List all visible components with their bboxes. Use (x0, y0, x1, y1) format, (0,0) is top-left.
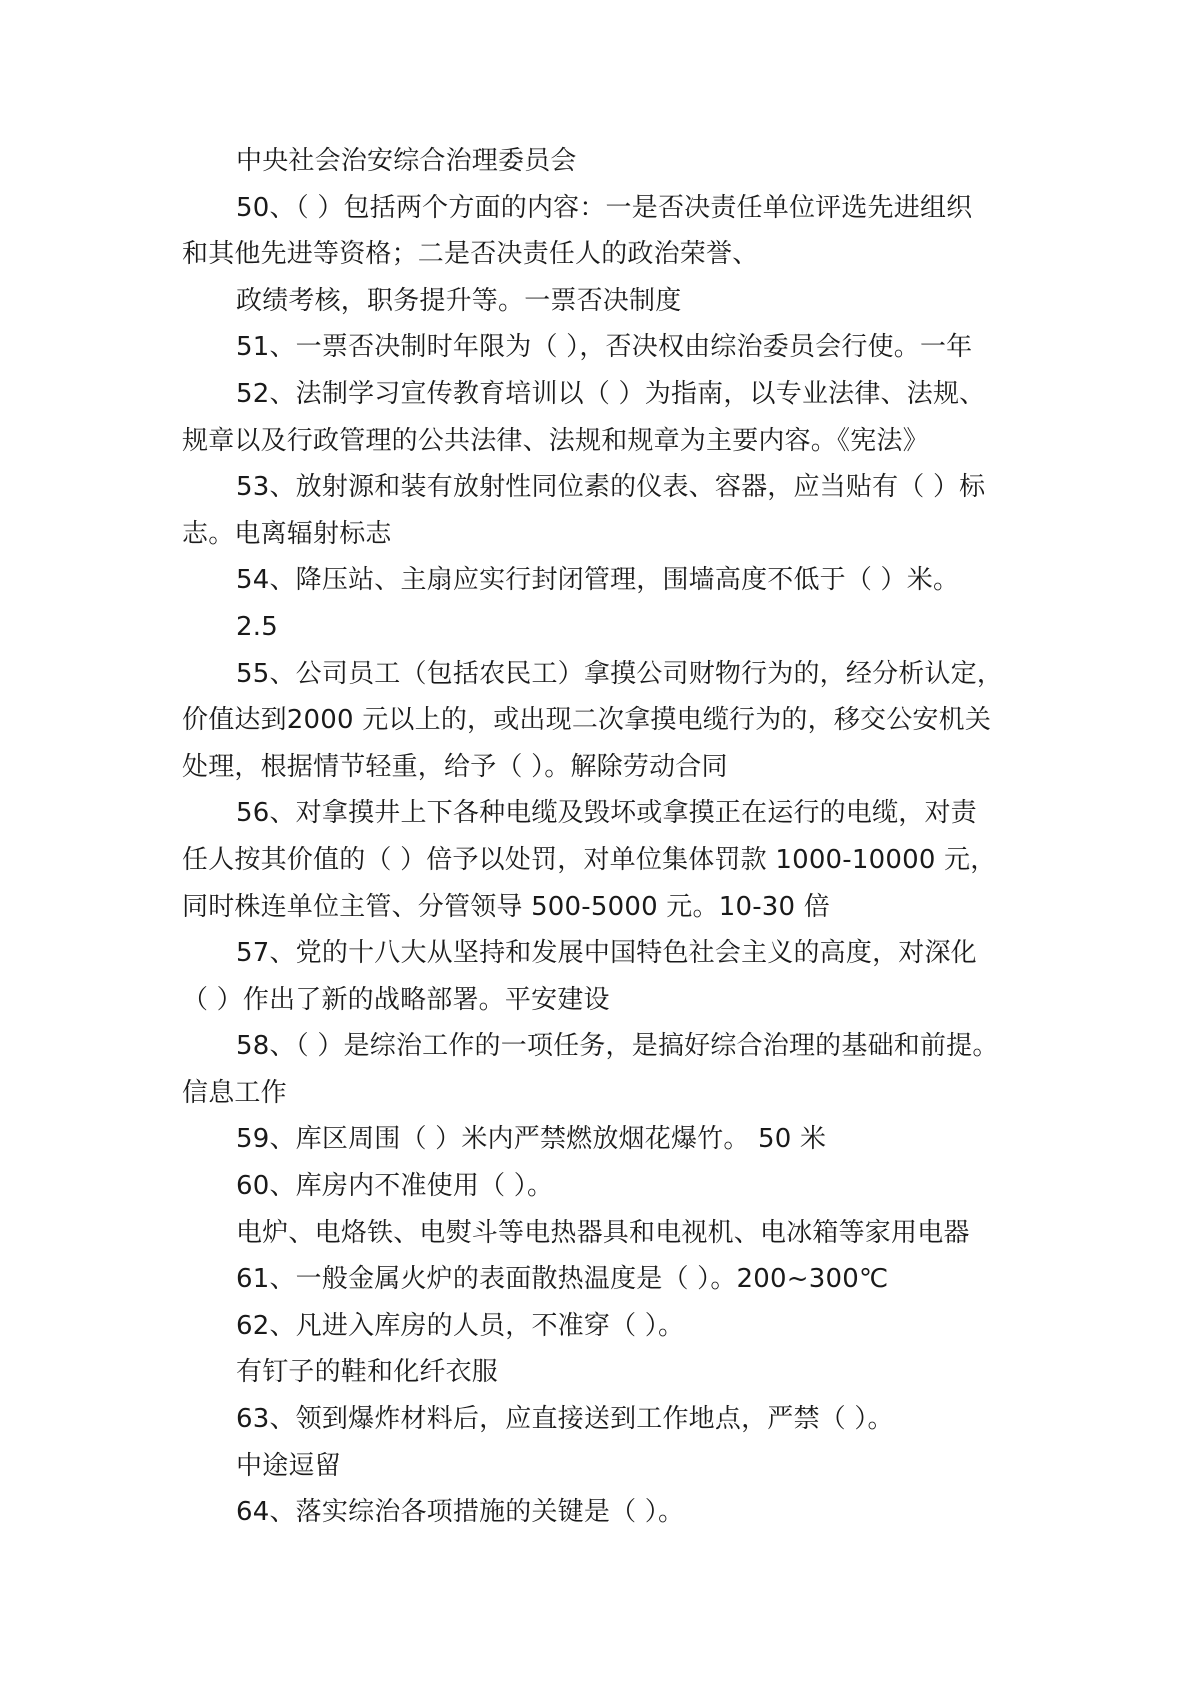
document-body (182, 138, 1042, 1536)
question-58-line-2: 信息工作 (182, 1077, 287, 1108)
question-52-line-2: 规章以及行政管理的公共法律、法规和规章为主要内容。《宪法》 (182, 425, 929, 456)
text-line: 中央社会治安综合治理委员会 (236, 146, 577, 176)
question-50-answer: 政绩考核，职务提升等。一票否决制度 (236, 285, 682, 316)
question-57-line-1: 57、党的十八大从坚持和发展中国特色社会主义的高度，对深化 (236, 938, 977, 969)
question-53-line-1: 53、放射源和装有放射性同位素的仪表、容器，应当贴有（ ）标 (236, 472, 986, 503)
question-62: 62、凡进入库房的人员，不准穿（ ）。 (236, 1310, 685, 1341)
question-64: 64、落实综治各项措施的关键是（ ）。 (236, 1497, 685, 1528)
question-60-answer: 电炉、电烙铁、电熨斗等电热器具和电视机、电冰箱等家用电器 (236, 1217, 970, 1248)
question-63: 63、领到爆炸材料后，应直接送到工作地点，严禁（ ）。 (236, 1404, 894, 1435)
question-51: 51、一票否决制时年限为（ ），否决权由综治委员会行使。一年 (236, 332, 973, 363)
question-59: 59、库区周围（ ）米内严禁燃放烟花爆竹。 50 米 (236, 1124, 827, 1155)
question-56-line-2: 任人按其价值的（ ）倍予以处罚，对单位集体罚款 1000-10000 元， (182, 844, 997, 875)
question-55-line-3: 处理，根据情节轻重，给予（ ）。解除劳动合同 (182, 751, 728, 782)
question-63-answer: 中途逗留 (236, 1450, 341, 1481)
question-54: 54、降压站、主扇应实行封闭管理，围墙高度不低于（ ）米。 (236, 565, 960, 596)
question-58-line-1: 58、（ ）是综治工作的一项任务，是搞好综合治理的基础和前提。 (236, 1031, 999, 1062)
question-53-line-2: 志。电离辐射标志 (182, 518, 392, 549)
question-52-line-1: 52、法制学习宣传教育培训以（ ）为指南，以专业法律、法规、 (236, 378, 986, 409)
question-56-line-1: 56、对拿摸井上下各种电缆及毁坏或拿摸正在运行的电缆，对责 (236, 798, 977, 829)
question-61: 61、一般金属火炉的表面散热温度是（ ）。200~300℃ (236, 1264, 889, 1295)
question-62-answer: 有钉子的鞋和化纤衣服 (236, 1357, 499, 1388)
question-54-answer: 2.5 (236, 611, 278, 642)
question-55-line-2: 价值达到2000 元以上的，或出现二次拿摸电缆行为的，移交公安机关 (182, 705, 992, 736)
question-50-line-1: 50、（ ）包括两个方面的内容：一是否决责任单位评选先进组织 (236, 192, 973, 223)
question-56-line-3: 同时株连单位主管、分管领导 500-5000 元。10-30 倍 (182, 891, 830, 922)
question-57-line-2: （ ）作出了新的战略部署。平安建设 (182, 984, 610, 1015)
question-55-line-1: 55、公司员工（包括农民工）拿摸公司财物行为的，经分析认定， (236, 658, 1004, 689)
question-60: 60、库房内不准使用（ ）。 (236, 1171, 554, 1202)
question-50-line-2: 和其他先进等资格；二是否决责任人的政治荣誉、 (182, 239, 759, 270)
